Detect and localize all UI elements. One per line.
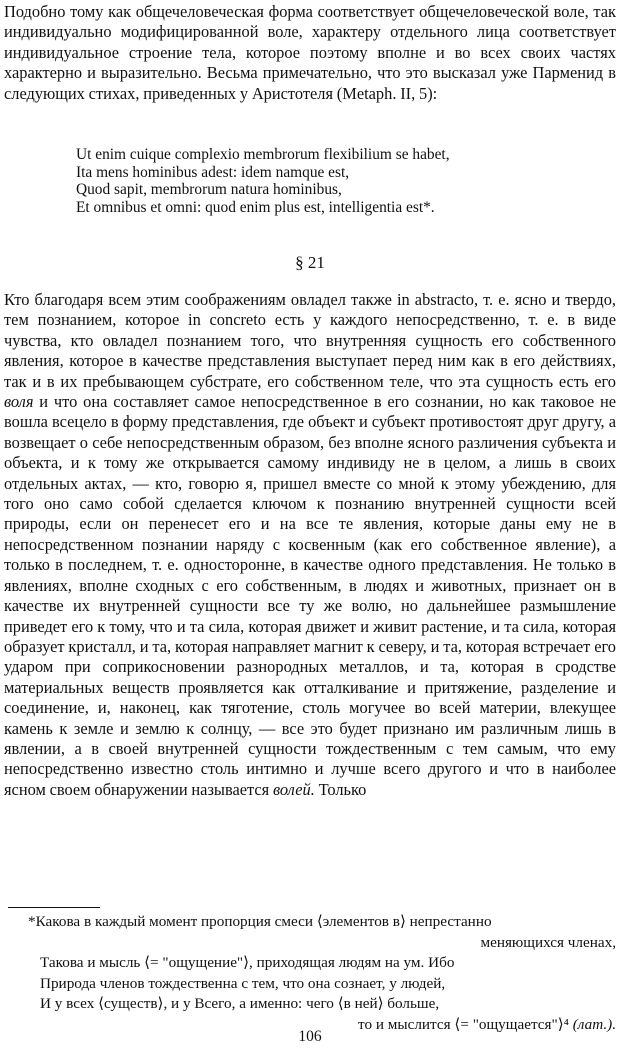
footnote bbox=[28, 912, 616, 1035]
footnote-divider bbox=[8, 907, 100, 908]
top-paragraph: Подобно тому как общечеловеческая форма соответствует общечеловеческой воле, так индивидуально модифицированной воле, характеру отдельного лица соответствует индивидуальное строение тела, которое поэтому вполне и во всех своих частях характерно и выразительно. Весьма примечательно, что это высказал уже Парменид в следующих стихах, приведенных у Аристотеля (Metaph. II, 5): bbox=[4, 2, 616, 103]
footnote-lang-note: (лат.). bbox=[572, 1015, 616, 1033]
latin-quote bbox=[76, 146, 616, 216]
footnote-line-text: то и мыслится ⟨= "ощущается"⟩⁴ bbox=[358, 1015, 573, 1033]
quote-line: Quod sapit, membrorum natura hominibus, bbox=[76, 181, 342, 199]
emphasis-will-2: волей. bbox=[273, 779, 315, 799]
quote-line: Ita mens hominibus adest: idem namque est, bbox=[76, 163, 350, 181]
footnote-line: Такова и мысль ⟨= "ощущение"⟩, приходящая людям на ум. Ибо bbox=[40, 954, 455, 971]
main-text-part3: Только bbox=[314, 779, 367, 799]
quote-line: Ut enim cuique complexio membrorum flexibilium se habet, bbox=[76, 146, 450, 163]
quote-line: Et omnibus et omni: quod enim plus est, intelligentia est*. bbox=[76, 198, 435, 216]
page-number: 106 bbox=[298, 1028, 322, 1045]
section-heading: § 21 bbox=[295, 253, 325, 272]
footnote-line: меняющихся членах, bbox=[480, 933, 616, 951]
main-text-part2: и что она составляет самое непосредственное в его сознании, но как таковое не вошла всецело в форму представления, где объект и субъект противостоят друг другу, а возвещает о себе непосредственным образом, без вполне ясного различения субъекта и объекта, и к тому же открывается самому индивиду не в целом, а лишь в своих отдельных актах, — кто, говорю я, пришел вместе со мной к этому убеждению, для того оно само собой сделается ключом к познанию внутренней сущности всей природы, если он перенесет его и на все те явления, которые даны ему не в непосредственном познании наряду с косвенным (как его собственное явление), а только в последнем, т. е. односторонне, в качестве одного представления. Не только в явлениях, вполне сходных с его собственным, в людях и животных, признает он в качестве их внутренней сущности все ту же волю, но дальнейшее размышление приведет его к тому, что и та сила, которая движет и живит растение, и та сила, которая образует кристалл, и та, которая направляет магнит к северу, и та, которая встречает его ударом при соприкосновении разнородных металлов, и та, которая в сродстве материальных веществ проявляется как отталкивание и притяжение, разделение и соединение, и, наконец, как тяготение, столь могучее во всей материи, влекущее камень к земле и землю к солнцу, — все это будет признано им различным лишь в явлении, а в своей внутренней сущности тождественным с тем самым, что ему непосредственно известно столь интимно и лучше всего другого и что в наиболее ясном своем обнаружении называется bbox=[4, 392, 616, 799]
main-paragraph bbox=[4, 290, 616, 800]
footnote-line: Природа членов тождественна с тем, что она сознает, у людей, bbox=[40, 974, 446, 992]
main-text-part1: Кто благодаря всем этим соображениям овладел также in abstracto, т. е. ясно и твердо, тем познанием, которое in concreto есть у каждого непосредственно, т. е. в виде чувства, кто овладел познанием того, что внутренняя сущность его собственного явления, которое в качестве представления выступает перед ним как в его действиях, так и в их пребывающем субстрате, его собственном теле, что эта сущность есть его bbox=[4, 290, 616, 391]
footnote-line: И у всех ⟨существ⟩, и у Всего, а именно: чего ⟨в ней⟩ больше, bbox=[40, 995, 440, 1012]
emphasis-will: воля bbox=[4, 392, 34, 412]
footnote-line: *Какова в каждый момент пропорция смеси ⟨элементов в⟩ непрестанно bbox=[28, 913, 492, 930]
